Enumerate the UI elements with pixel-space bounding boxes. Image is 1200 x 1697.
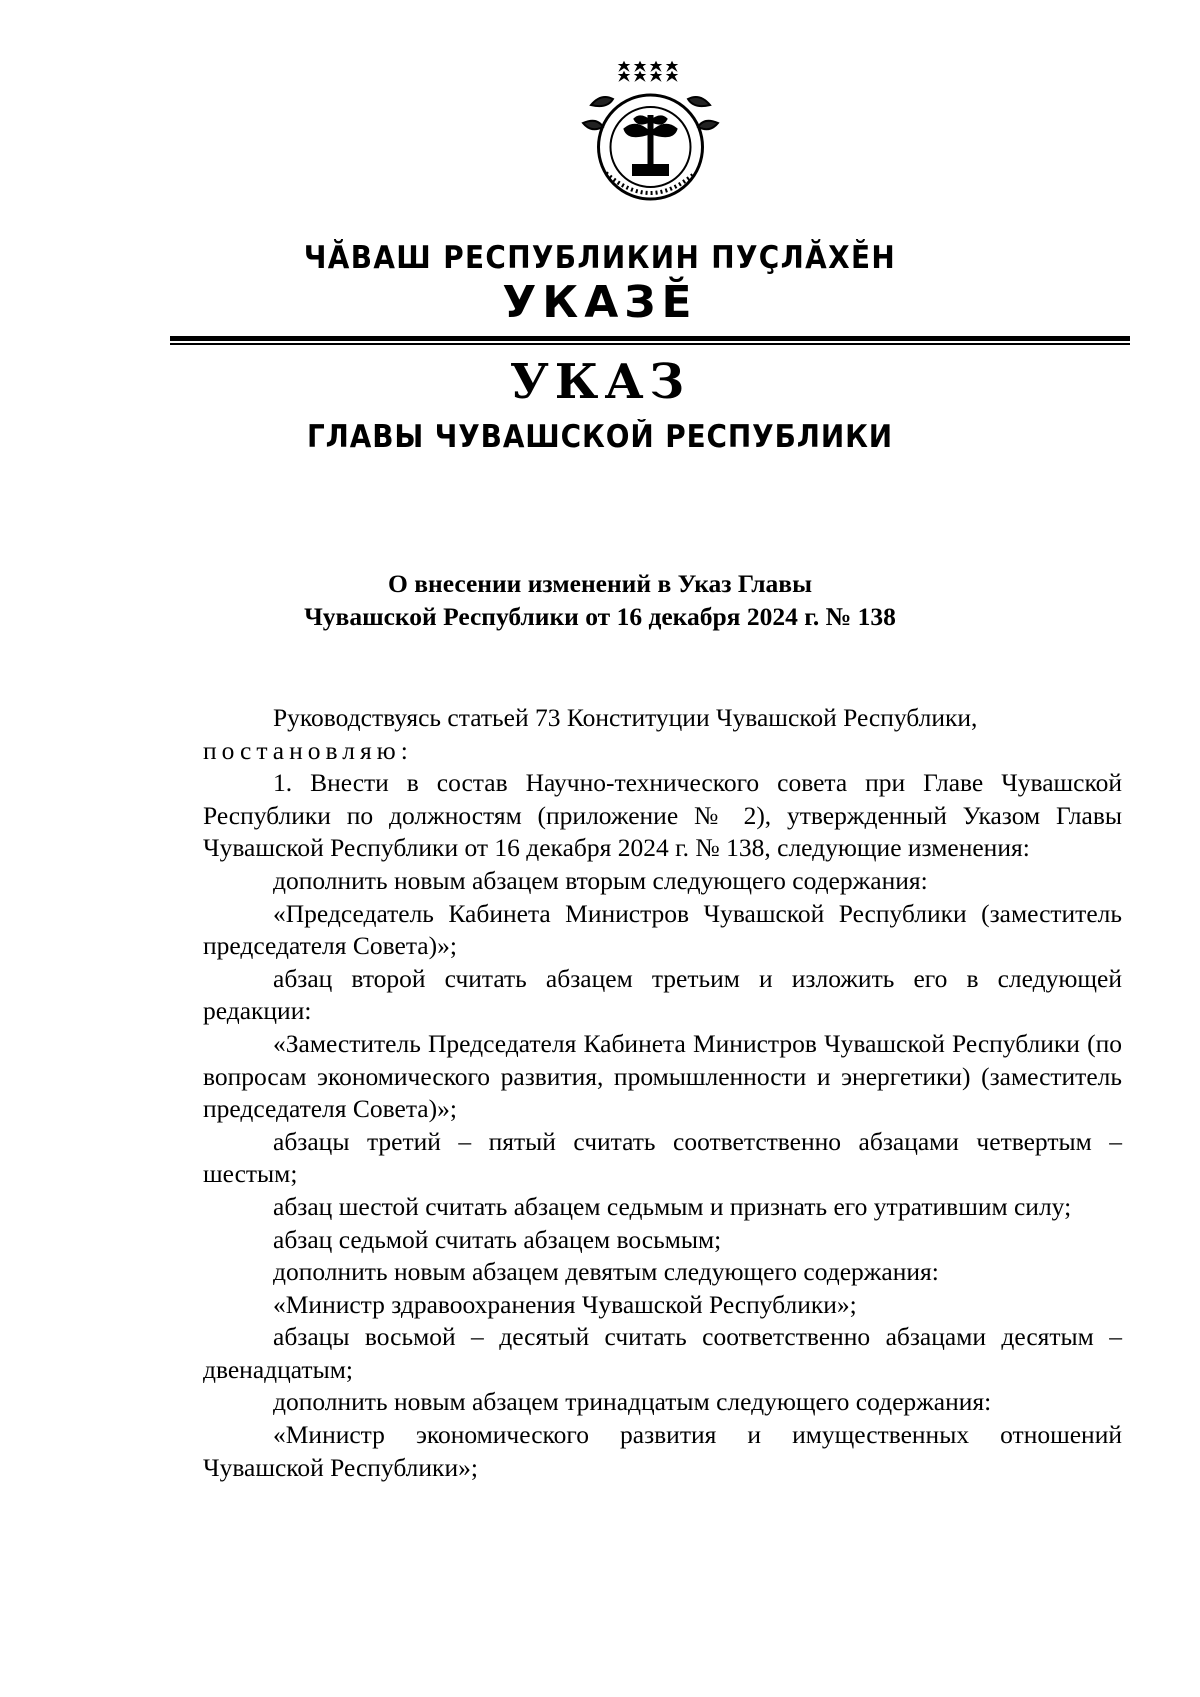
body-paragraph: абзац шестой считать абзацем седьмым и признать его утратившим силу; [273,1191,1072,1221]
header-divider-thick [170,336,1130,341]
russian-decree-heading: УКАЗ [509,354,691,410]
star-icon [621,63,675,79]
chuvash-decree-heading: УКАЗĔ [502,277,698,328]
body-paragraph: «Министр экономического развития и имущественных отношений Чувашской Республики»; [203,1420,1122,1482]
body-paragraph: абзацы третий – пятый считать соответственно абзацами четвертым – шестым; [203,1126,1122,1189]
document-title [0,567,1200,633]
body-paragraph: дополнить новым абзацем тринадцатым следующего содержания: [273,1387,992,1417]
body-paragraph: Руководствуясь статьей 73 Конституции Чувашской Республики, [273,703,978,732]
header-divider-thin [170,343,1130,345]
body-paragraph: абзац второй считать абзацем третьим и изложить его в следующей редакции: [203,963,1122,1026]
body-paragraph: абзац седьмой считать абзацем восьмым; [273,1224,722,1254]
russian-decree-subtitle: ГЛАВЫ ЧУВАШСКОЙ РЕСПУБЛИКИ [306,419,894,455]
document-body [203,702,1122,1484]
body-paragraph: «Заместитель Председателя Кабинета Министров Чувашской Республики (по вопросам экономического развития, промышленности и энергетики) (заместитель председателя Совета)»; [203,1028,1122,1124]
body-paragraph: «Председатель Кабинета Министров Чувашской Республики (заместитель председателя Совета)»; [203,898,1122,961]
body-paragraph: «Министр здравоохранения Чувашской Республики»; [273,1289,857,1319]
document-title-line: Чувашской Республики от 16 декабря 2024 г. № 138 [304,602,896,631]
chuvash-header-title: ЧĂВАШ РЕСПУБЛИКИН ПУÇЛĂХĔН [303,240,897,276]
body-paragraph: дополнить новым абзацем вторым следующего содержания: [273,865,928,895]
coat-of-arms-emblem [573,55,728,215]
body-paragraph: абзацы восьмой – десятый считать соответственно абзацами десятым – двенадцатым; [203,1322,1122,1384]
body-paragraph: 1. Внести в состав Научно-технического совета при Главе Чувашской Республики по должностям (приложение № 2), утвержденный Указом Главы Чувашской Республики от 16 декабря 2024 г. № 138, следующие изменения: [203,768,1122,863]
body-paragraph: дополнить новым абзацем девятым следующего содержания: [273,1257,939,1287]
body-paragraph-decree-verb: постановляю: [203,735,413,765]
document-title-line: О внесении изменений в Указ Главы [388,569,812,598]
